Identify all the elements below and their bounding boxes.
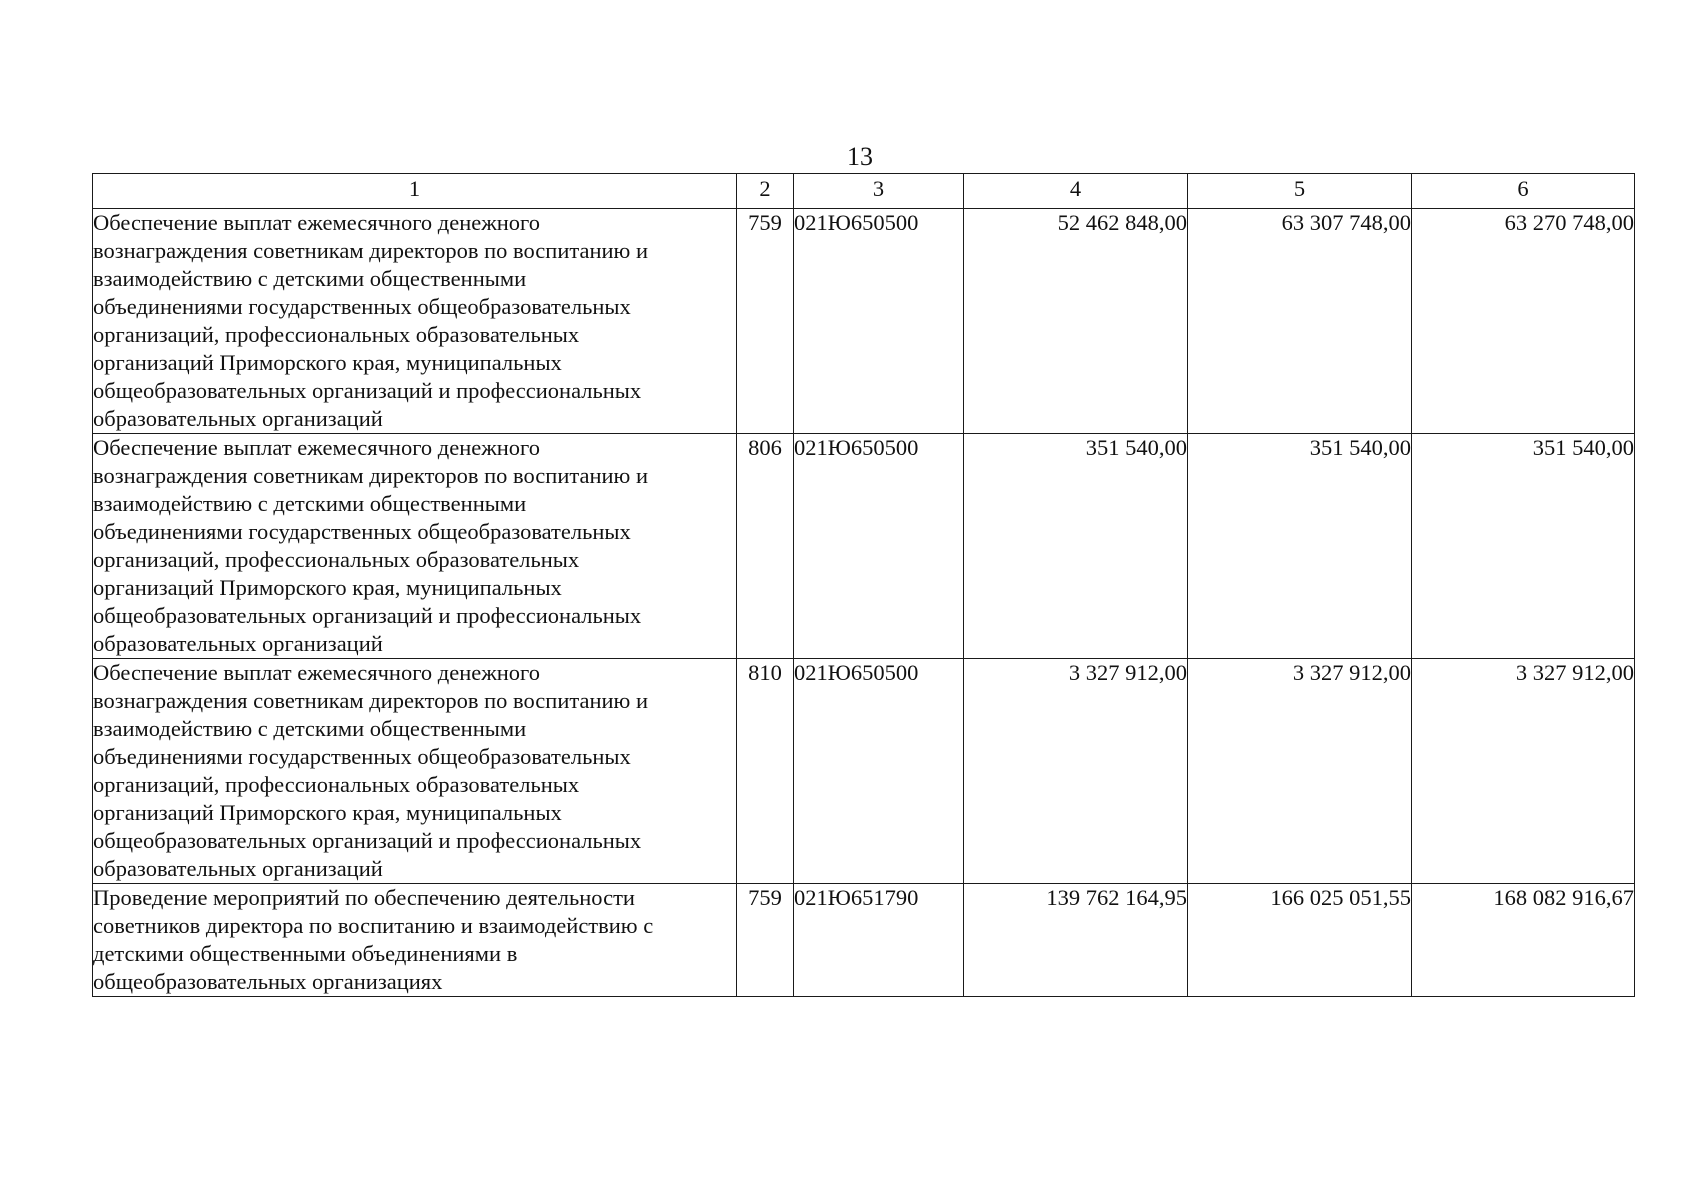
name-line: общеобразовательных организаций и профессиональных [93, 378, 642, 403]
amount-5-cell: 63 307 748,00 [1188, 209, 1412, 434]
budget-table [92, 173, 1635, 997]
table-row [93, 434, 1635, 659]
row-name-cell [93, 434, 737, 659]
amount-4-cell: 139 762 164,95 [964, 884, 1188, 997]
name-line: образовательных организаций [93, 631, 383, 656]
classification-cell: 021Ю650500 [794, 659, 964, 884]
name-line: образовательных организаций [93, 406, 383, 431]
amount-4-cell: 52 462 848,00 [964, 209, 1188, 434]
header-col-2: 2 [737, 174, 794, 209]
amount-6-cell: 63 270 748,00 [1412, 209, 1635, 434]
row-name-cell [93, 659, 737, 884]
amount-5-cell: 3 327 912,00 [1188, 659, 1412, 884]
name-line: общеобразовательных организаций и профессиональных [93, 828, 642, 853]
amount-5-cell: 351 540,00 [1188, 434, 1412, 659]
header-row [93, 174, 1635, 209]
name-line: Обеспечение выплат ежемесячного денежного [93, 660, 540, 685]
admin-code-cell: 806 [737, 434, 794, 659]
table-row [93, 884, 1635, 997]
amount-6-cell: 3 327 912,00 [1412, 659, 1635, 884]
name-line: организаций, профессиональных образовательных [93, 772, 580, 797]
header-col-6: 6 [1412, 174, 1635, 209]
amount-4-cell: 3 327 912,00 [964, 659, 1188, 884]
classification-cell: 021Ю651790 [794, 884, 964, 997]
header-col-1: 1 [93, 174, 737, 209]
classification-cell: 021Ю650500 [794, 434, 964, 659]
name-line: организаций, профессиональных образовательных [93, 547, 580, 572]
name-line: объединениями государственных общеобразовательных [93, 294, 631, 319]
classification-cell: 021Ю650500 [794, 209, 964, 434]
name-line: Проведение мероприятий по обеспечению деятельности [93, 885, 635, 910]
name-line: общеобразовательных организаций и профессиональных [93, 603, 642, 628]
name-line: взаимодействию с детскими общественными [93, 716, 527, 741]
header-col-3: 3 [794, 174, 964, 209]
name-line: взаимодействию с детскими общественными [93, 266, 527, 291]
name-line: организаций Приморского края, муниципальных [93, 350, 562, 375]
name-line: образовательных организаций [93, 856, 383, 881]
table-row [93, 209, 1635, 434]
name-line: вознаграждения советникам директоров по воспитанию и [93, 238, 649, 263]
row-name-cell [93, 209, 737, 434]
amount-6-cell: 351 540,00 [1412, 434, 1635, 659]
name-line: детскими общественными объединениями в [93, 941, 518, 966]
name-line: Обеспечение выплат ежемесячного денежного [93, 435, 540, 460]
name-line: организаций Приморского края, муниципальных [93, 800, 562, 825]
name-line: советников директора по воспитанию и взаимодействию с [93, 913, 654, 938]
admin-code-cell: 759 [737, 884, 794, 997]
name-line: вознаграждения советникам директоров по воспитанию и [93, 463, 649, 488]
name-line: Обеспечение выплат ежемесячного денежного [93, 210, 540, 235]
row-name-cell [93, 884, 737, 997]
name-line: организаций, профессиональных образовательных [93, 322, 580, 347]
header-col-5: 5 [1188, 174, 1412, 209]
name-line: объединениями государственных общеобразовательных [93, 744, 631, 769]
admin-code-cell: 759 [737, 209, 794, 434]
amount-5-cell: 166 025 051,55 [1188, 884, 1412, 997]
name-line: организаций Приморского края, муниципальных [93, 575, 562, 600]
amount-4-cell: 351 540,00 [964, 434, 1188, 659]
admin-code-cell: 810 [737, 659, 794, 884]
header-col-4: 4 [964, 174, 1188, 209]
page-number: 13 [847, 142, 873, 171]
name-line: объединениями государственных общеобразовательных [93, 519, 631, 544]
name-line: вознаграждения советникам директоров по воспитанию и [93, 688, 649, 713]
amount-6-cell: 168 082 916,67 [1412, 884, 1635, 997]
name-line: взаимодействию с детскими общественными [93, 491, 527, 516]
table-row [93, 659, 1635, 884]
name-line: общеобразовательных организациях [93, 969, 443, 994]
